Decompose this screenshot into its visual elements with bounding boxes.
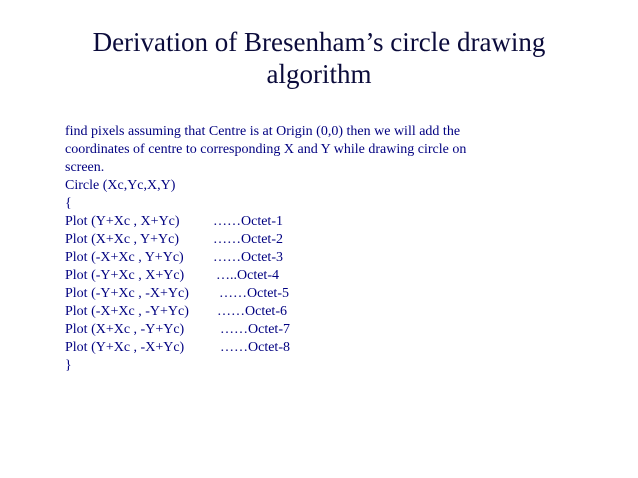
slide-title-line-2: algorithm [266, 59, 372, 89]
plot-octet-label: ……Octet-5 [219, 286, 289, 301]
plot-octet-label: …..Octet-4 [216, 268, 279, 283]
plot-call: Plot (Y+Xc , X+Yc) [65, 214, 180, 229]
function-signature: Circle (Xc,Yc,X,Y) [65, 178, 176, 193]
plot-row [65, 339, 625, 357]
slide-title-line-1: Derivation of Bresenham’s circle drawing [92, 27, 546, 57]
open-brace: { [65, 196, 72, 211]
plot-row [65, 321, 625, 339]
plot-call: Plot (-X+Xc , -Y+Yc) [65, 304, 189, 319]
plot-row [65, 303, 625, 321]
plot-row [65, 231, 625, 249]
plot-octet-label: ……Octet-2 [213, 232, 283, 247]
plot-octet-label: ……Octet-1 [213, 214, 283, 229]
plot-row [65, 249, 625, 267]
plot-list [65, 213, 625, 357]
plot-call: Plot (X+Xc , -Y+Yc) [65, 322, 185, 337]
plot-octet-label: ……Octet-3 [213, 250, 283, 265]
plot-octet-label: ……Octet-6 [217, 304, 287, 319]
intro-paragraph: find pixels assuming that Centre is at Origin (0,0) then we will add the coordinates of centre to corresponding X and Y while drawing circle on screen. [65, 124, 467, 175]
plot-call: Plot (-Y+Xc , X+Yc) [65, 268, 185, 283]
plot-octet-label: ……Octet-8 [220, 340, 290, 355]
plot-call: Plot (-X+Xc , Y+Yc) [65, 250, 184, 265]
plot-call: Plot (-Y+Xc , -X+Yc) [65, 286, 189, 301]
plot-call: Plot (X+Xc , Y+Yc) [65, 232, 180, 247]
slide-title [0, 26, 638, 90]
slide-body [65, 123, 625, 375]
plot-call: Plot (Y+Xc , -X+Yc) [65, 340, 185, 355]
close-brace: } [65, 358, 72, 373]
plot-octet-label: ……Octet-7 [220, 322, 290, 337]
plot-row [65, 267, 625, 285]
plot-row [65, 285, 625, 303]
plot-row [65, 213, 625, 231]
